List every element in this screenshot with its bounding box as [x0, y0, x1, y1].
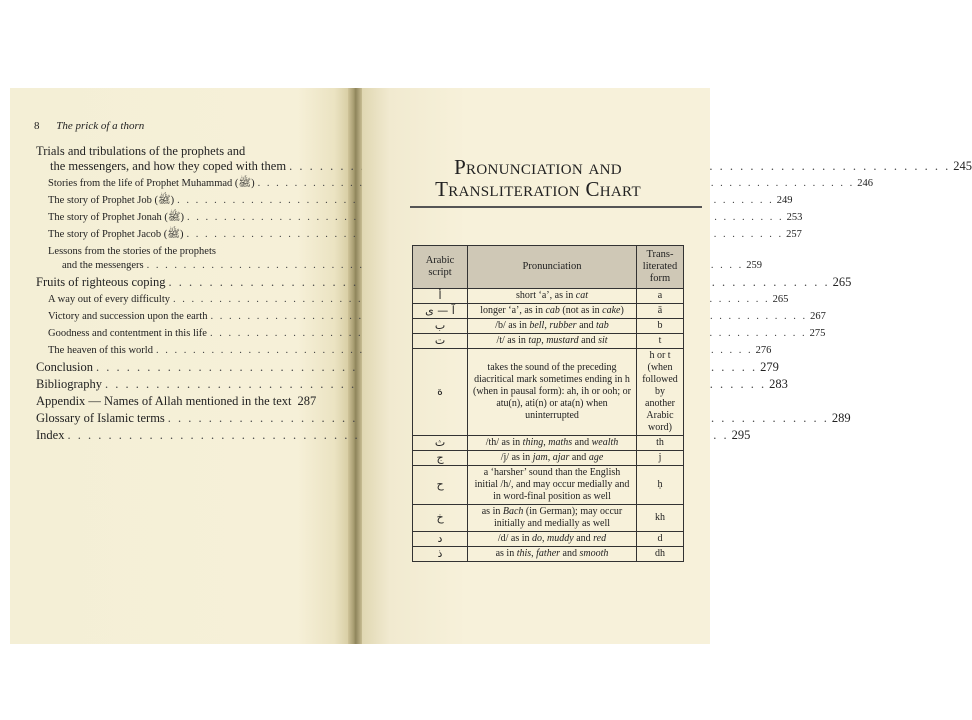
- toc-entry-title: Appendix — Names of Allah mentioned in the text: [36, 394, 292, 408]
- table-header-row: [413, 246, 684, 289]
- running-title: The prick of a thorn: [56, 120, 145, 132]
- toc-entry-title: Fruits of righteous coping: [36, 275, 166, 289]
- toc-entry-title: The story of Prophet Jacob (ﷺ): [48, 229, 184, 240]
- pronunciation-cell: /d/ as in do, muddy and red: [468, 532, 637, 547]
- pronunciation-cell: /t/ as in tap, mustard and sit: [468, 334, 637, 349]
- arabic-letter: ث: [413, 436, 468, 451]
- pronunciation-cell: /th/ as in thing, maths and wealth: [468, 436, 637, 451]
- arabic-letter: ة: [413, 349, 468, 436]
- pronunciation-cell: /b/ as in bell, rubber and tab: [468, 319, 637, 334]
- toc-entry-title: The heaven of this world: [48, 345, 153, 356]
- arabic-letter: ج: [413, 451, 468, 466]
- arabic-letter: ذ: [413, 547, 468, 562]
- toc-entry: [48, 211, 803, 225]
- toc-page-number: 265: [832, 275, 852, 289]
- toc-page-number: 249: [776, 195, 793, 206]
- toc-page-number: 253: [786, 212, 803, 223]
- pronunciation-cell: as in this, father and smooth: [468, 547, 637, 562]
- toc-entry-title: Lessons from the stories of the prophets: [48, 246, 216, 257]
- toc-entry-title: Victory and succession upon the earth: [48, 311, 208, 322]
- pronunciation-cell: short ‘a’, as in cat: [468, 289, 637, 304]
- arabic-letter: ت: [413, 334, 468, 349]
- table-row: [413, 532, 684, 547]
- pronunciation-table: [412, 245, 684, 562]
- toc-entry: [36, 411, 851, 426]
- arabic-letter: د: [413, 532, 468, 547]
- title-rule: [410, 206, 702, 208]
- arabic-letter: أ: [413, 289, 468, 304]
- table-row: [413, 466, 684, 505]
- pronunciation-cell: takes the sound of the preceding diacritical mark sometimes ending in h (when in pausal form): ah, ih or ooh; or atu(n), ati(n) or ata(n) when uninterrupted: [468, 349, 637, 436]
- chart-title: [392, 156, 684, 200]
- toc-entry-title: The story of Prophet Jonah (ﷺ): [48, 212, 185, 223]
- toc-entry: [48, 228, 802, 242]
- toc-entry-title: Trials and tribulations of the prophets and: [36, 144, 246, 158]
- table-row: [413, 451, 684, 466]
- table-row: [413, 289, 684, 304]
- transliteration-cell: dh: [637, 547, 684, 562]
- toc-entry-title: the messengers, and how they coped with them: [50, 159, 287, 173]
- toc-page-number: 287: [297, 394, 317, 408]
- toc-entry-title: and the messengers: [62, 260, 144, 271]
- toc-page-number: 275: [809, 328, 826, 339]
- arabic-letter: آ — ى: [413, 304, 468, 319]
- toc-entry-title: Stories from the life of Prophet Muhammad (ﷺ): [48, 178, 255, 189]
- toc-page-number: 245: [953, 159, 972, 173]
- toc-page-number: 259: [746, 260, 763, 271]
- toc-entry: [36, 394, 316, 409]
- transliteration-cell: b: [637, 319, 684, 334]
- transliteration-cell: ḥ: [637, 466, 684, 505]
- header-transliterated: Trans-literated form: [637, 246, 684, 289]
- arabic-letter: ب: [413, 319, 468, 334]
- table-row: [413, 319, 684, 334]
- table-row: [413, 349, 684, 436]
- header-arabic-script: Arabic script: [413, 246, 468, 289]
- table-row: [413, 334, 684, 349]
- toc-entry: [36, 377, 788, 392]
- chart-title-line1: Pronunciation and: [454, 155, 622, 179]
- toc-page-number: 265: [772, 294, 789, 305]
- table-row: [413, 304, 684, 319]
- toc-entry: [36, 275, 852, 290]
- right-page: [362, 88, 710, 644]
- transliteration-cell: j: [637, 451, 684, 466]
- toc-entry-title: Glossary of Islamic terms: [36, 411, 165, 425]
- transliteration-cell: a: [637, 289, 684, 304]
- transliteration-cell: kh: [637, 505, 684, 532]
- table-row: [413, 505, 684, 532]
- transliteration-cell: h or t (when followed by another Arabic word): [637, 349, 684, 436]
- toc-page-number: 289: [831, 411, 851, 425]
- header-pronunciation: Pronunciation: [468, 246, 637, 289]
- toc-entry-title: Bibliography: [36, 377, 102, 391]
- toc-page-number: 276: [755, 345, 772, 356]
- transliteration-cell: t: [637, 334, 684, 349]
- chart-title-line2: Transliteration Chart: [435, 177, 641, 201]
- transliteration-cell: d: [637, 532, 684, 547]
- toc-page-number: 257: [786, 229, 802, 240]
- toc-entry-title: Conclusion: [36, 360, 93, 374]
- table-row: [413, 547, 684, 562]
- toc-page-number: 246: [857, 178, 873, 189]
- transliteration-cell: ā: [637, 304, 684, 319]
- pronunciation-cell: a ‘harsher’ sound than the English initial /h/, and may occur medially and in word-final position as well: [468, 466, 637, 505]
- toc-entry-title: Index: [36, 428, 65, 442]
- toc-page-number: 295: [731, 428, 751, 442]
- transliteration-cell: th: [637, 436, 684, 451]
- toc-entry-title: The story of Prophet Job (ﷺ): [48, 195, 175, 206]
- toc-page-number: 283: [769, 377, 788, 391]
- toc-entry: [48, 344, 772, 358]
- toc-entry-title: A way out of every difficulty: [48, 294, 170, 305]
- table-row: [413, 436, 684, 451]
- pronunciation-cell: as in Bach (in German); may occur initially and medially as well: [468, 505, 637, 532]
- toc-page-number: 267: [810, 311, 826, 322]
- book-spread: [10, 88, 972, 644]
- toc-entry: [36, 360, 779, 375]
- toc-page-number: 279: [760, 360, 779, 374]
- toc-entry-title: Goodness and contentment in this life: [48, 328, 207, 339]
- pronunciation-cell: /j/ as in jam, ajar and age: [468, 451, 637, 466]
- page-number: 8: [34, 120, 40, 132]
- arabic-letter: خ: [413, 505, 468, 532]
- pronunciation-cell: longer ‘a’, as in cab (not as in cake): [468, 304, 637, 319]
- toc-entry: [48, 194, 793, 208]
- running-head: [34, 120, 144, 132]
- arabic-letter: ح: [413, 466, 468, 505]
